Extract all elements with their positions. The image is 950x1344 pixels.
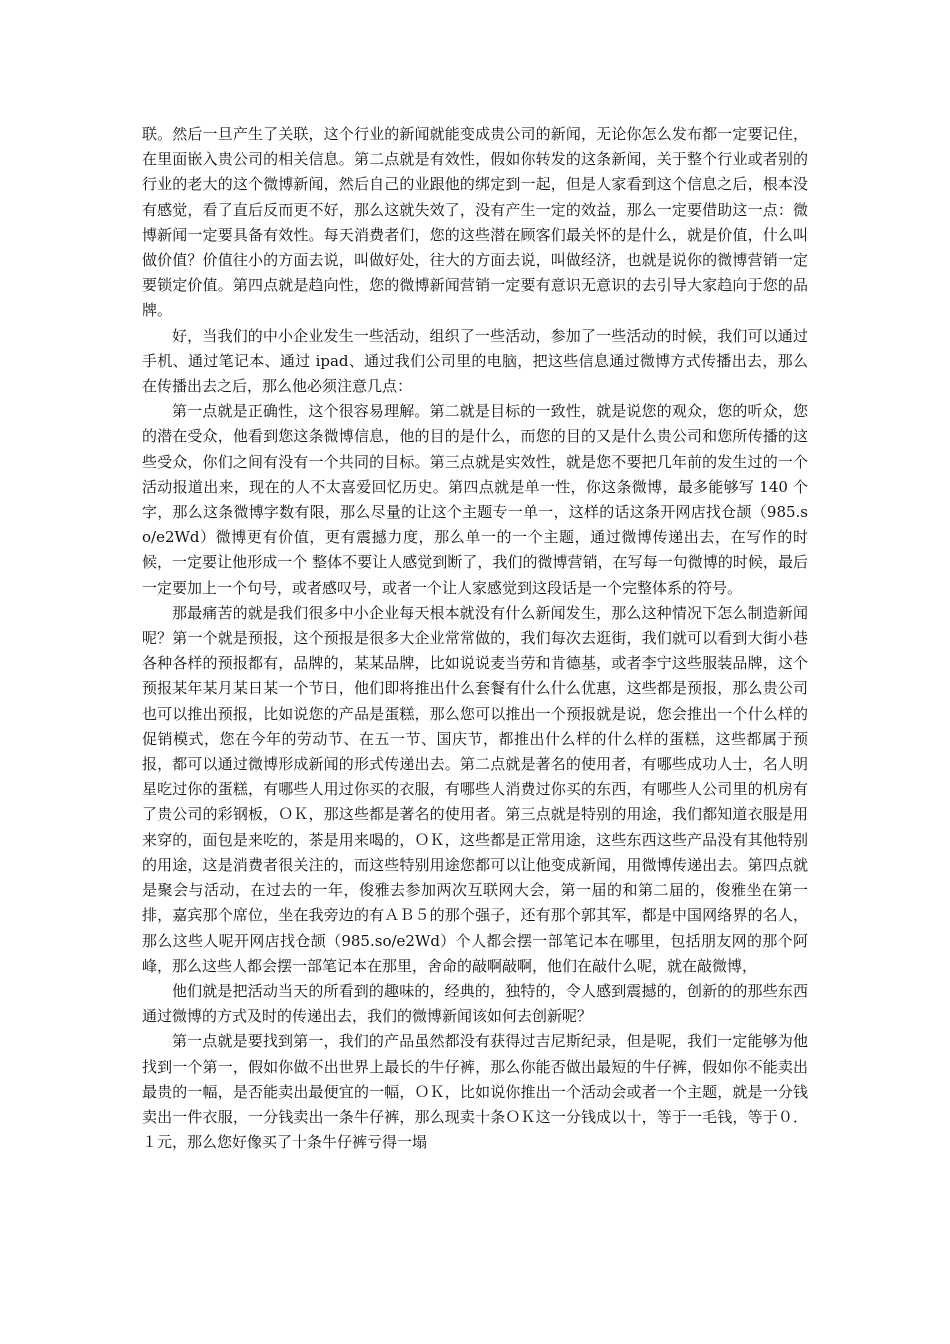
document-body [142,122,808,1155]
paragraph: 第一点就是要找到第一，我们的产品虽然都没有获得过吉尼斯纪录，但是呢，我们一定能够为他找到一个第一，假如你做不出世界上最长的牛仔裤，那么你能否做出最短的牛仔裤，假如你不能卖出最贵的一幅，是否能卖出最便宜的一幅，ＯＫ，比如说你推出一个活动会或者一个主题，就是一分钱卖出一件衣服，一分钱卖出一条牛仔裤，那么现卖十条ＯＫ这一分钱成以十，等于一毛钱，等于０．１元，那么您好像买了十条牛仔裤亏得一塌 [142,1032,808,1152]
paragraph: 那最痛苦的就是我们很多中小企业每天根本就没有什么新闻发生，那么这种情况下怎么制造新闻呢？第一个就是预报，这个预报是很多大企业常常做的，我们每次去逛街，我们就可以看到大街小巷各种各样的预报都有，品牌的，某某品牌，比如说说麦当劳和肯德基，或者李宁这些服装品牌，这个预报某年某月某日某一个节日，他们即将推出什么套餐有什么什么优惠，这些都是预报，那么贵公司也可以推出预报，比如说您的产品是蛋糕，那么您可以推出一个预报就是说，您会推出一个什么样的促销模式，您在今年的劳动节、在五一节、国庆节，都推出什么样的什么样的蛋糕，这些都属于预报，都可以通过微博形成新闻的形式传递出去。第二点就是著名的使用者，有哪些成功人士，名人明星吃过你的蛋糕，有哪些人用过你买的衣服，有哪些人消费过你买的东西，有哪些人公司里的机房有了贵公司的彩钢板，ＯＫ，那这些都是著名的使用者。第三点就是特别的用途，我们都知道衣服是用来穿的，面包是来吃的，茶是用来喝的，ＯＫ，这些都是正常用途，这些东西这些产品没有其他特别的用途，这是消费者很关注的，而这些特别用途您都可以让他变成新闻，用微博传递出去。第四点就是聚会与活动，在过去的一年，俊雅去参加两次互联网大会，第一届的和第二届的，俊雅坐在第一排，嘉宾那个席位，坐在我旁边的有ＡＢ５的那个强子，还有那个郭其军，都是中国网络界的名人，那么这些人呢开网店找仓颉（985.so/e2Wd）个人都会摆一部笔记本在哪里，包括朋友网的那个阿峰，那么这些人都会摆一部笔记本在那里，舍命的敲啊敲啊，他们在敲什么呢，就在敲微博， [142,603,808,975]
paragraph: 他们就是把活动当天的所看到的趣味的，经典的，独特的，令人感到震撼的，创新的的那些东西通过微博的方式及时的传递出去，我们的微博新闻该如何去创新呢？ [142,981,808,1026]
paragraph: 好，当我们的中小企业发生一些活动，组织了一些活动，参加了一些活动的时候，我们可以通过手机、通过笔记本、通过 ipad、通过我们公司里的电脑，把这些信息通过微博方式传播出去，那么在传播出去之后，那么他必须注意几点： [142,326,808,396]
paragraph: 联。然后一旦产生了关联，这个行业的新闻就能变成贵公司的新闻，无论你怎么发布都一定要记住，在里面嵌入贵公司的相关信息。第二点就是有效性，假如你转发的这条新闻，关于整个行业或者别的行业的老大的这个微博新闻，然后自己的业跟他的绑定到一起，但是人家看到这个信息之后，根本没有感觉，看了直后反而更不好，那么这就失效了，没有产生一定的效益，那么一定要借助这一点：微博新闻一定要具备有效性。每天消费者们，您的这些潜在顾客们最关怀的是什么，就是价值，什么叫做价值？价值往小的方面去说，叫做好处，往大的方面去说，叫做经济，也就是说你的微博营销一定要锁定价值。第四点就是趋向性，您的微博新闻营销一定要有意识无意识的去引导大家趋向于您的品牌。 [142,125,808,320]
paragraph: 第一点就是正确性，这个很容易理解。第二就是目标的一致性，就是说您的观众，您的听众，您的潜在受众，他看到您这条微博信息，他的目的是什么，而您的目的又是什么贵公司和您所传播的这些受众，你们之间有没有一个共同的目标。第三点就是实效性，就是您不要把几年前的发生过的一个活动报道出来，现在的人不太喜爱回忆历史。第四点就是单一性，你这条微博，最多能够写 140 个字，那么这条微博字数有限，那么尽量的让这个主题专一单一，这样的话这条开网店找仓颉（985.so/e2Wd）微博更有价值，更有震撼力度，那么单一的一个主题，通过微博传递出去，在写作的时候，一定要让他形成一个 整体不要让人感觉到断了，我们的微博营销，在写每一句微博的时候，最后一定要加上一个句号，或者感叹号，或者一个让人家感觉到这段话是一个完整体系的符号。 [142,402,808,597]
